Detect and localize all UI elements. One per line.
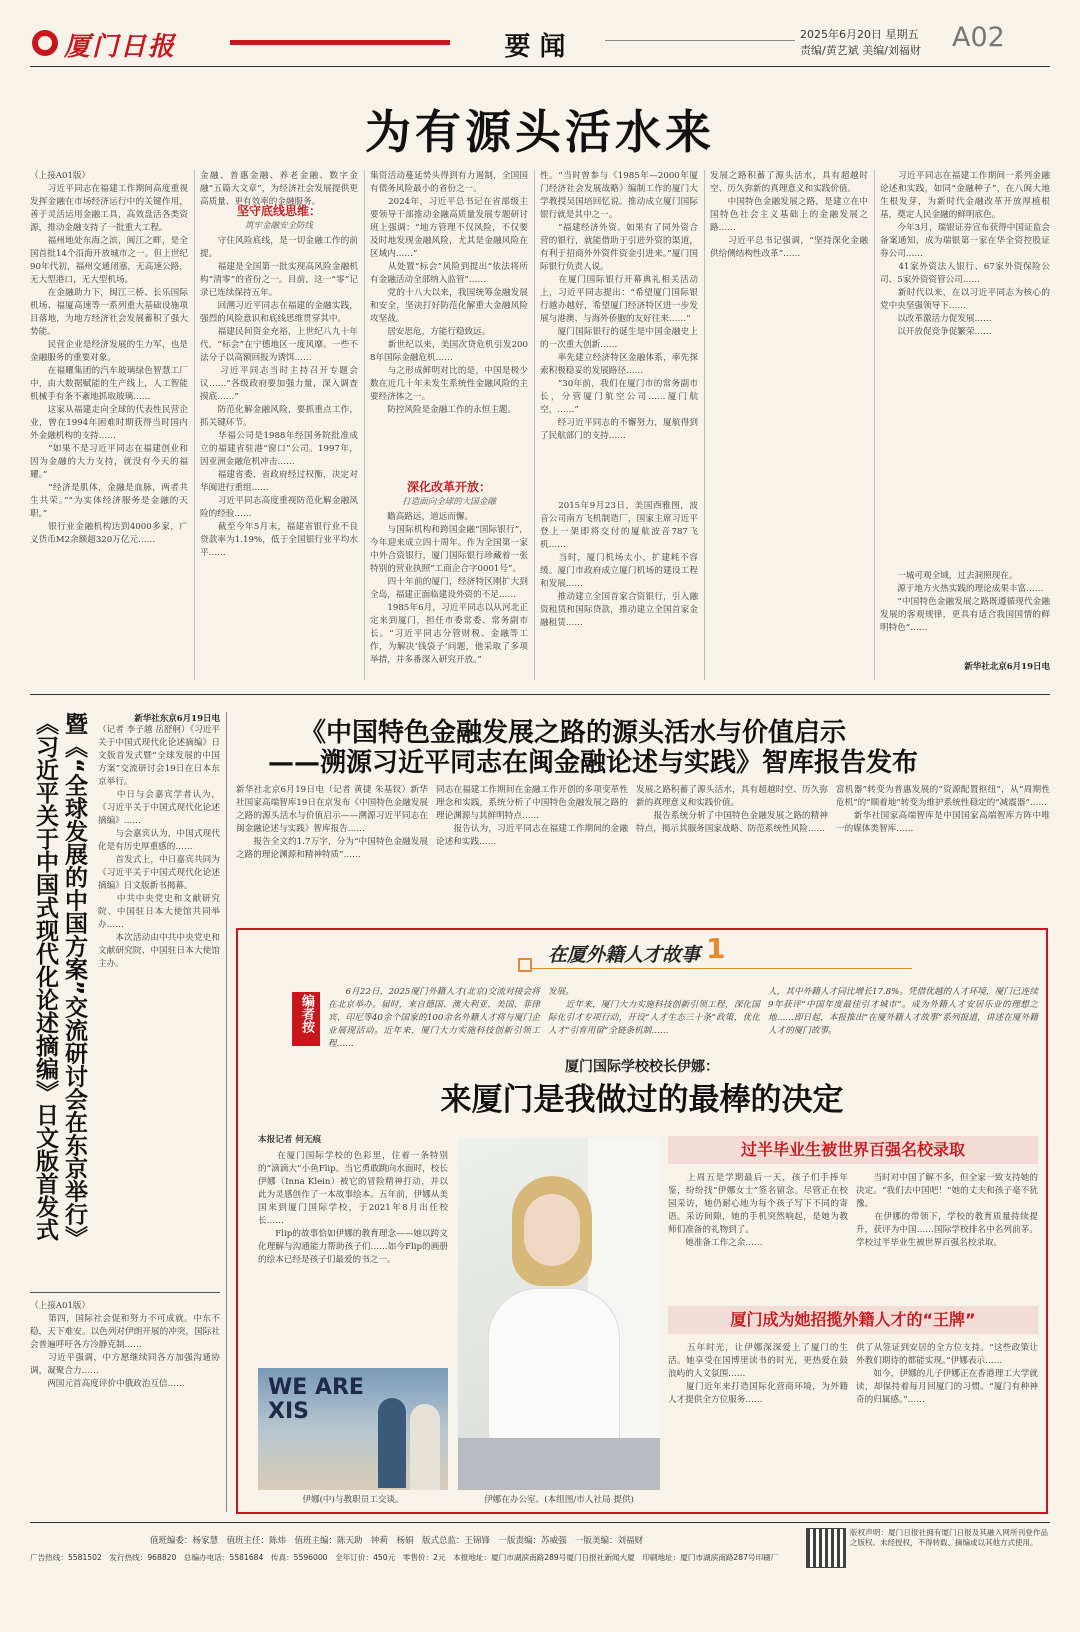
sidebar-body: [98, 712, 220, 1282]
article1-col1: （上接A01版） 习近平同志在福建工作期间高度重视发挥金融在市场经济运行中的关键作用，善于灵活运用金融工具，高效盘活各类资源，推动金融支持了一批重大工程。 福州地处东海之滨，闽江之畔，是全国首批14个沿海开放城市之一。但上世纪90年代初，福州交通闭塞，无高速公路，无大型港口，无大型机场。 在金融助力下，闽江三桥、长乐国际机场、福厦高速等一系列重大基础设施项目落地，为地方经济社会发展蓄积了强大势能。 民营企业是经济发展的生力军，也是金融服务的重要对象。 在福耀集团的汽车玻璃绿色智慧工厂中，由大数据赋能的生产线上，人工智能机械手有条不紊地抓取玻璃…… 这家从福建走向全球的代表性民营企业，曾在1994年困难时期获得当时国内外金融机构的支持…… “如果不是习近平同志在福建创业和因为金融的大力支持，就没有今天的福耀。” “经济是肌体，金融是血脉，两者共生共荣。”“为实体经济服务是金融的天职。” 银行业金融机构达到4000多家，广义货币M2余额超320万亿元……: [30, 171, 188, 545]
col-divider: [704, 170, 705, 680]
editor-note-tag-text: 编者按: [299, 994, 314, 1033]
principal-photo-desk: [458, 1438, 660, 1490]
article2-col1: 新华社北京6月19日电（记者 黄捷 朱基钗）新华社国家高端智库19日在京发布《中国特色金融发展之路的源头活水与价值启示——溯源习近平同志在闽金融论述与实践》智库报告…… 报告全文约1.7万字，分为“中国特色金融发展之路的理论渊源和精神特质”……: [236, 785, 428, 860]
feature-body-3-left: 五年时光，让伊娜深深爱上了厦门的生活。她享受在国博里读书的时光，更热爱在鼓浪屿的人文氛围…… 厦门近年来打造国际化营商环境，为外籍人才提供全方位服务……: [668, 1343, 848, 1405]
sidebar-byline: 新华社东京6月19日电: [134, 714, 220, 724]
header-rule-right: [605, 40, 795, 41]
sidebar-title-text: 暨《“全球发展的中国方案”交流研讨会在东京举行》《习近平关于中国式现代化论述摘编》日文版首发式: [32, 712, 87, 1249]
footer-rule: [30, 1522, 1050, 1523]
copyright-notice: 版权声明：厦门日报社拥有厦门日报及其融入网所刊登作品之版权。未经授权，不得转载、摘编或以其他方式使用。: [850, 1528, 1048, 1547]
article1-col6-body: 习近平同志在福建工作期间一系列金融论述和实践，如同“金融种子”，在八闽大地生根发芽，为新时代金融改革开放厚植根基，奠定人民金融的鲜明底色。 今年3月，瑞银证券宣布获得中国证监会备案通知，成为瑞银第一家在华全资控股证券公司…… 41家外资法人银行、67家外资保险公司、5家外资资管公司…… 新时代以来，在以习近平同志为核心的党中央坚强领导下…… 以改革激活力促发展…… 以开放促竞争促繁荣……: [880, 171, 1050, 337]
editor-note-middle: 发展。 近年来，厦门大力实施科技创新引领工程，深化国际化引才专项行动，开设“人才生态三十条”政策，优化人才“引育用留”全链条机制……: [548, 987, 760, 1036]
feature-series-underline: [532, 968, 912, 969]
masthead-rule: [30, 66, 1050, 67]
feature-series-number: 1: [706, 932, 726, 965]
sidebar-divider: [226, 712, 227, 1512]
col-divider: [874, 170, 875, 680]
feature-body-1: 在厦门国际学校的色彩里，住着一条特别的“滴滴大”小鱼Flip。当它勇敢跳向水面时，校长伊娜（Inna Klein）被它的冒险精神打动，并以此为灵感创作了一本故事绘本。五年前，伊娜从美国来到厦门国际学校，于2021年8月出任校长…… Flip的故事恰如伊娜的教育理念——她以跨文化理解与沟通能力帮助孩子们……如今Flip的画册的绘本已经是孩子们最爱的书之一。: [258, 1151, 448, 1265]
article1-col6: [880, 170, 1050, 680]
page-number: A02: [952, 22, 1005, 53]
page-editors: 责编/黄艺斌 美编/刘福财: [800, 44, 921, 57]
sidebar-lead: （记者 李子越 岳舒舸）《习近平关于中国式现代化论述摘编》日文版首发式暨“全球发展的中国方案”交流研讨会19日在日本东京举行。: [98, 725, 220, 787]
article1-col4-body: 性。“当时曾参与《1985年—2000年厦门经济社会发展战略》编制工作的厦门大学教授吴国培回忆说。推动成立厦门国际银行就是其中之一。 “福建经济外资。如果有了同外资合营的银行，就能借助于引进外资的渠道，有利于招商外外资件资金引进来。”厦门国际银行负责人说。 在厦门国际银行开幕典礼相关活动上，习近平同志提出：“希望厦门国际银行越办越好，希望厦门经济特区进一步发展与港澳、与海外侨胞的友好往来……” 厦门国际银行的诞生是中国金融史上的一次重大创新…… 率先建立经济特区金融体系，率先探索积极稳妥的发展路径…… “30年前，我们在厦门市的常务副市长，分管厦门航空公司……厦门航空，……” 经习近平同志的不懈努力，厦航得到了民航部门的支持……: [540, 171, 698, 441]
article1-col2-body: 守住风险底线，是一切金融工作的前提。 福建是全国第一批实现高风险金融机构“清零”的省份之一。目前，这一“零”记录已连续保持五年。 回溯习近平同志在福建的金融实践，强烈的风险意识和底线思维贯穿其中。 福建民间资金充裕，上世纪八九十年代，“标会”在宁德地区一度风靡。一些不法分子以高额回报为诱饵…… 习近平同志当时主持召开专题会议……“各级政府要加强力量，深入调查摸底……” 防范化解金融风险，要抓重点工作，抓关键环节。 华福公司是1988年经国务院批准成立的福建省驻港“窗口”公司。1997年，因亚洲金融危机冲击…… 福建省委、省政府经过权衡，决定对华闽进行重组…… 习近平同志高度重视防范化解金融风险的经验…… 截至今年5月末，福建省银行业不良贷款率为1.19%，低于全国银行业平均水平……: [200, 236, 358, 558]
article1-bottom-rule: [30, 694, 1050, 695]
feature-series-marker: [518, 958, 532, 972]
article1-col4: [540, 170, 698, 680]
editor-note-right: 人，其中外籍人才同比增长17.8%。凭借优越的人才环境，厦门已连续9年获评“中国年度最佳引才城市”。成为外籍人才安居乐业的理想之地……即日起，本报推出“在厦外籍人才故事”系列报道，讲述在厦外籍人才的厦门故事。: [768, 987, 1038, 1036]
staff-photo-person-left: [378, 1398, 406, 1488]
qr-code: [806, 1528, 846, 1568]
article1-subhead-2-tagline: 打造面向全球的大国金融: [402, 497, 496, 507]
feature-body-3-right: 供了从签证到安居的全方位支持。“这些政策让外教们期待的都能实现。”伊娜表示…… 如今，伊娜的儿子伊娜正在香港理工大学就读，却保持着每月回厦门的习惯。“厦门有种神奇的归属感。”……: [856, 1343, 1038, 1405]
feature-body-2-right: 当时对中国了解不多，但全家一致支持她的决定。“我们去中国吧！”她的丈夫和孩子毫不犹豫。 在伊娜的带领下，学校的教育质量持续提升，获评为中国……国际学校排名中名列前茅。学校过半毕业生被世界百强名校录取。: [856, 1173, 1038, 1248]
feature-headline: 来厦门是我做过的最棒的决定: [440, 1082, 844, 1118]
editor-note-tag: [292, 992, 320, 1046]
sidebar-continued: （上接A01版） 第四，国际社会促和努力不可成就。中东不稳，天下难安。以色列对伊朗开展的冲突，国际社会普遍呼吁各方冷静克制…… 习近平强调，中方愿继续同各方加强沟通协调，凝聚合力…… 两国元首高度评价中俄政治互信……: [30, 1301, 220, 1389]
brand-name: 厦门日报: [64, 32, 177, 62]
article1-col5: [710, 170, 868, 680]
article1-col3: [370, 170, 528, 680]
principal-photo-face: [524, 1194, 580, 1266]
sidebar-rule: [30, 1292, 220, 1293]
footer-staff-line: 值班编委：杨家慧 值班主任：陈炜 值班主编：陈天助 钟莉 杨娟 版式总监：王锦锋 一版责编：苏威强 一版美编：刘福财: [150, 1536, 644, 1546]
article2-title-line1: 《中国特色金融发展之路的源头活水与价值启示: [300, 718, 847, 748]
logo-badge-ring: [38, 36, 52, 50]
staff-photo-sign: WE ARE XIS: [268, 1375, 364, 1424]
principal-photo-caption: 伊娜在办公室。(本组图/市人社局 提供): [484, 1495, 634, 1505]
feature-subhead-2: 厦门成为她招揽外籍人才的“王牌”: [668, 1306, 1038, 1334]
article1-byline: 新华社北京6月19日电: [964, 662, 1050, 672]
principal-photo: [458, 1138, 660, 1490]
col-divider: [534, 170, 535, 680]
principal-photo-body: [488, 1288, 620, 1460]
staff-photo: [258, 1368, 448, 1490]
article1-col2: [200, 170, 358, 680]
article2-col3: 发展之路积蓄了源头活水，具有超越时空、历久弥新的真理意义和实践价值。 报告系统分析了中国特色金融发展之路的精神特点，揭示其服务国家战略、防范系统性风险……: [636, 785, 828, 834]
col-divider: [194, 170, 195, 680]
staff-photo-caption: 伊娜(中)与教职员工交谈。: [302, 1495, 404, 1505]
article1-subhead-1: 坚守底线思维：: [236, 204, 321, 218]
article1-col6-body-b: 一城可观全域，过去洞照现在。 源于地方火热实践的理论成果丰富…… “中国特色金融发展之路既遵循现代金融发展的客观规律，更具有适合我国国情的鲜明特色”……: [880, 571, 1050, 633]
feature-series-title: 在厦外籍人才故事: [548, 944, 701, 966]
article2-col4: 富机器”转变为普惠发展的“资源配置枢纽”，从“周期性危机”的“顺着地”转变为维护系统性稳定的“减震器”…… 新华社国家高端智库是中国国家高端智库方阵中唯一的媒体类智库……: [836, 785, 1050, 834]
feature-body-2-left: 上周五是学期最后一天，孩子们手捧年鉴，纷纷找“伊娜女士”签名留念。尽管正在校园采访，她仍耐心地为每个孩子写下不同的寄语。采访间隙，她的手机突然响起，是她为教师们准备的礼物到了。 她准备工作之余……: [668, 1173, 848, 1248]
sidebar-text: 中日与会嘉宾学者认为，《习近平关于中国式现代化论述摘编》…… 与会嘉宾认为，中国式现代化是有历史厚重感的…… 首发式上，中日嘉宾共同为《习近平关于中国式现代化论述摘编》日文版新书揭幕。 中共中央党史和文献研究院、中国驻日本大使馆共同举办…… 本次活动由中共中央党史和文献研究院、中国驻日本大使馆主办。: [98, 790, 220, 969]
article1-col3-body-b: 瞻高路远，道远而懈。 与国际机构和跨国金融“国际银行”，今年迎来成立四十周年。作为全国第一家中外合资银行，厦门国际银行珍藏着一张特别的营业执照“工商企合字0001号”。 四十年前的厦门，经济特区刚扩大到全岛，福建正面临建设外资的不足…… 1985年6月，习近平同志以从河北正定来到厦门，担任市委常委、常务副市长。“习近平同志分管财税、金融等工作，为解决‘钱袋子’问题，他采取了多项举措，并多番深入研究开放。”: [370, 512, 528, 665]
article1-col3-body: 集资活动蔓延势头得到有力遏制，全国国有债务风险最小的省份之一。 2024年，习近平总书记在省部级主要领导干部推动金融高质量发展专题研讨班上强调：“地方管理不仅风险，不仅要及时地发现金融风险，尤其是金融风险在区域内……” 从处置“标会”风险到提出“依法将所有金融活动全部纳入监管”…… 党的十八大以来，我国统筹金融发展和安全，坚决打好防范化解重大金融风险攻坚战。 居安思危，方能行稳致远。 新世纪以来，美国次贷危机引发2008年国际金融危机…… 与之形成鲜明对比的是，中国是极少数在近几十年未发生系统性金融风险的主要经济体之一。 防控风险是金融工作的永恒主题。: [370, 171, 528, 415]
article2-title-line2: ——溯源习近平同志在闽金融论述与实践》智库报告发布: [268, 748, 919, 778]
feature-reporter: 本报记者 何无痕: [258, 1135, 322, 1145]
footer-contact-line: 广告热线：5581502 发行热线：968820 总编办电话：5581684 传真：5596000 全年订价：450元 零售价：2元 本报地址：厦门市湖滨南路289号厦门日报社新闻大厦 印刷地址：厦门市湖滨南路287号印刷厂: [30, 1553, 779, 1562]
article1-subhead-1-tagline: 筑牢金融安全防线: [244, 221, 313, 231]
article1-title: 为有源头活水来: [365, 105, 715, 159]
editor-note-left: 6月22日，2025厦门外籍人才(北京)交流对接会将在北京举办。届时，来自德国、澳大利亚、美国、菲律宾、印尼等40余个国家的100余名外籍人才将与厦门企业展现活动。近年来，厦门大力实施科技创新引领工程……: [328, 987, 540, 1049]
feature-kicker: 厦门国际学校校长伊娜：: [565, 1059, 719, 1075]
col-divider: [364, 170, 365, 680]
article2-col2: 同志在福建工作期间在金融工作开创的多项变革性理念和实践，系统分析了中国特色金融发展之路的理论渊源与其鲜明特点…… 报告认为，习近平同志在福建工作期间的金融论述和实践……: [436, 785, 628, 847]
article1-col2-lead: 金融、普惠金融、养老金融、数字金融“五篇大文章”，为经济社会发展提供更高质量、更有效率的金融服务。: [200, 171, 358, 207]
article1-col5-body: 发展之路积蓄了源头活水，具有超越时空、历久弥新的真理意义和实践价值。 中国特色金融发展之路，是建立在中国特色社会主义基础上的金融发展之路…… 习近平总书记强调，“坚持深化金融供给侧结构性改革”……: [710, 171, 868, 259]
feature-subhead-1: 过半毕业生被世界百强名校录取: [668, 1136, 1038, 1164]
article1-col4-body-b: 2015年9月23日，美国西雅图，波音公司南方飞机制造厂，国家主席习近平登上一架即将交付的厦航波音787飞机…… 当时，厦门机场太小，扩建耗不容缓。厦门市政府成立厦门机场的建设工程和发展…… 推动建立全国首家合资银行，引入融资租赁和国际贷款，推动建立全国首家金融租赁……: [540, 501, 698, 628]
article1-subhead-2: 深化改革开放：: [406, 480, 491, 494]
section-name: 要 闻: [504, 32, 566, 62]
issue-date: 2025年6月20日 星期五: [800, 28, 919, 41]
sidebar-title: [30, 712, 92, 1272]
staff-photo-person-right: [410, 1404, 440, 1490]
brand-rule: [230, 40, 450, 45]
